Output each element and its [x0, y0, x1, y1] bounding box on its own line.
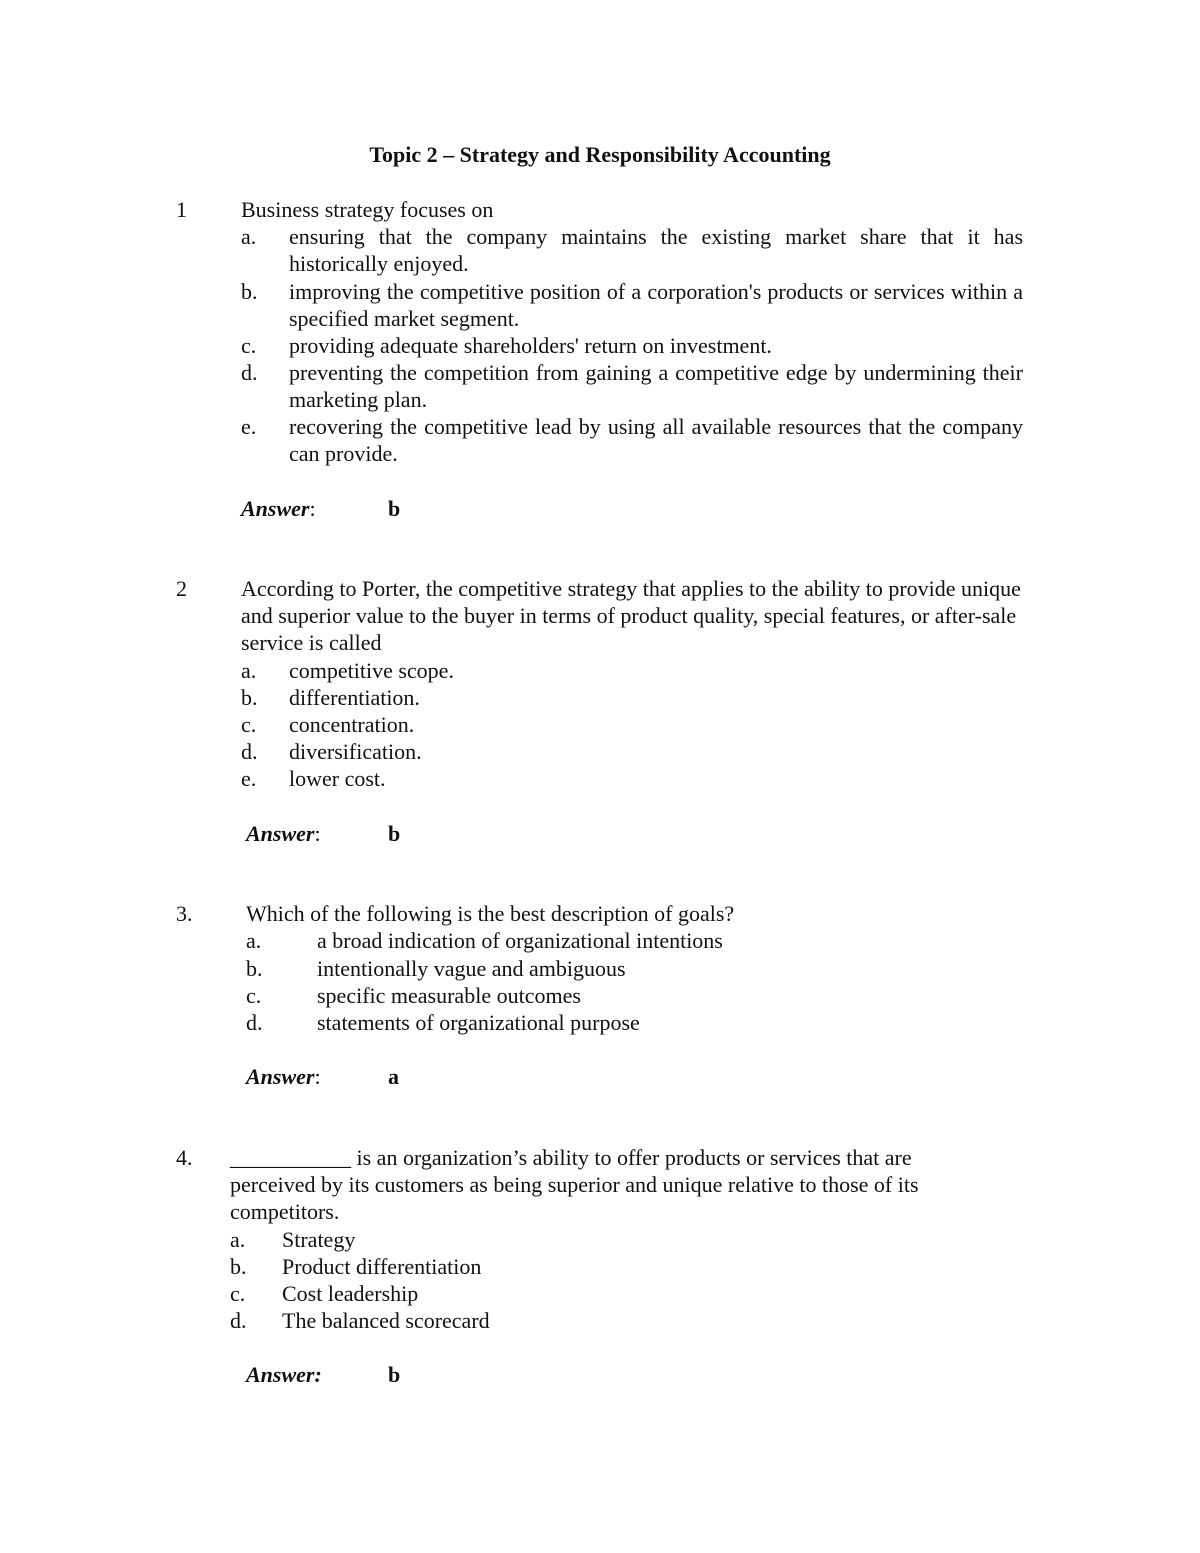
answer-line [246, 1063, 399, 1090]
option-text: providing adequate shareholders' return on investment. [289, 333, 772, 358]
option-letter: b. [230, 1254, 247, 1279]
option-text: lower cost. [289, 766, 386, 791]
option-letter: b. [246, 956, 263, 981]
answer-value: b [388, 1362, 401, 1387]
option-text: preventing the competition from gaining a competitive edge by undermining their marketing plan. [289, 360, 1023, 413]
answer-label: Answer [246, 821, 315, 846]
option-text: competitive scope. [289, 658, 454, 683]
option-letter: d. [241, 360, 258, 385]
answer-value: a [388, 1064, 399, 1089]
option-letter: a. [230, 1227, 246, 1252]
question-number: 3. [176, 901, 193, 926]
answer-label: Answer [246, 1064, 315, 1089]
option-letter: c. [241, 712, 257, 737]
answer-colon: : [314, 821, 321, 846]
option-text: ensuring that the company maintains the existing market share that it has historically enjoyed. [289, 224, 1023, 277]
question-stem: According to Porter, the competitive strategy that applies to the ability to provide unique and superior value to the buyer in terms of product quality, special features, or after-sale service is called [241, 576, 1021, 656]
option-text: concentration. [289, 712, 415, 737]
option-letter: a. [241, 224, 257, 249]
option-text: differentiation. [289, 685, 420, 710]
option-letter: d. [246, 1010, 263, 1035]
option-text: improving the competitive position of a corporation's products or services within a specified market segment. [289, 279, 1023, 332]
option-text: recovering the competitive lead by using all available resources that the company can provide. [289, 414, 1023, 467]
option-letter: c. [246, 983, 262, 1008]
question-number: 2 [176, 576, 187, 601]
option-letter: c. [241, 333, 257, 358]
page-title: Topic 2 – Strategy and Responsibility Accounting [369, 142, 831, 167]
answer-line [246, 820, 401, 847]
option-letter: a. [246, 928, 262, 953]
option-letter: c. [230, 1281, 246, 1306]
answer-colon: : [314, 1064, 321, 1089]
option-text: diversification. [289, 739, 422, 764]
option-text: Strategy [282, 1227, 356, 1252]
option-text: The balanced scorecard [282, 1308, 490, 1333]
answer-value: b [388, 821, 401, 846]
option-text: intentionally vague and ambiguous [317, 956, 626, 981]
answer-value: b [388, 496, 401, 521]
answer-line [246, 1361, 401, 1388]
answer-label: Answer: [246, 1362, 322, 1387]
option-text: Product differentiation [282, 1254, 482, 1279]
answer-label: Answer [241, 496, 310, 521]
option-letter: e. [241, 766, 257, 791]
option-text: a broad indication of organizational intentions [317, 928, 723, 953]
option-letter: b. [241, 279, 258, 304]
question-stem: ___________ is an organization’s ability to offer products or services that are perceived by its customers as being superior and unique relative to those of its competitors. [230, 1145, 919, 1225]
question-number: 4. [176, 1145, 193, 1170]
answer-line [241, 495, 401, 522]
option-text: specific measurable outcomes [317, 983, 581, 1008]
option-text: Cost leadership [282, 1281, 419, 1306]
option-letter: b. [241, 685, 258, 710]
question-number: 1 [176, 197, 187, 222]
question-stem: Business strategy focuses on [241, 197, 494, 222]
option-letter: e. [241, 414, 257, 439]
answer-colon: : [309, 496, 316, 521]
option-letter: d. [241, 739, 258, 764]
question-stem: Which of the following is the best description of goals? [246, 901, 735, 926]
option-letter: a. [241, 658, 257, 683]
option-letter: d. [230, 1308, 247, 1333]
option-text: statements of organizational purpose [317, 1010, 640, 1035]
